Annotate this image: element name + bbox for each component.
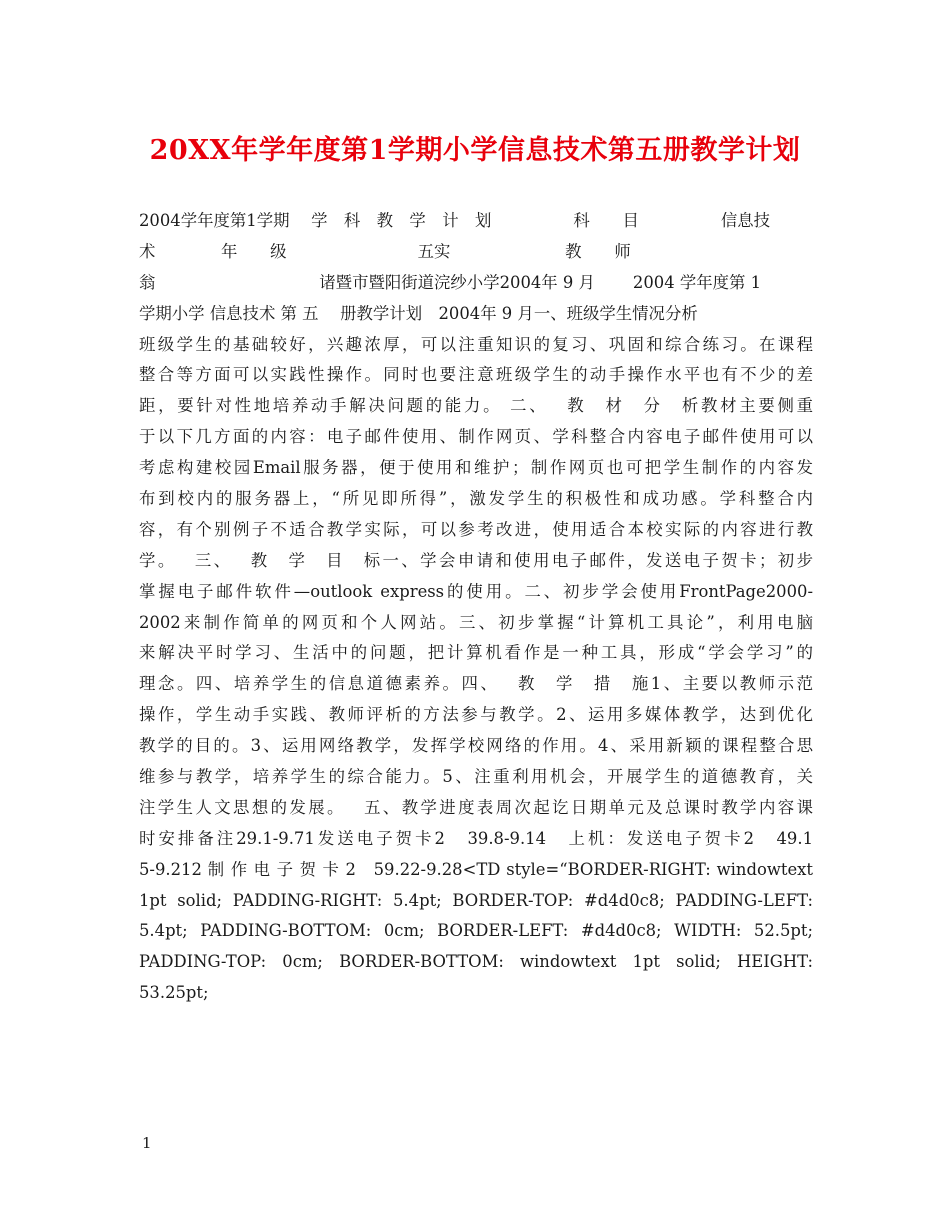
body-line: 班级学生的基础较好，兴趣浓厚，可以注重知识的复习、巩固和综合练习。在课程 xyxy=(139,334,813,354)
body-line: PADDING-TOP: 0cm; BORDER-BOTTOM: windowtext 1pt solid; HEIGHT: 53.25pt; xyxy=(139,952,813,1003)
body-line: 操作，学生动手实践、教师评析的方法参与教学。2、运用多媒体教学，达到优化 xyxy=(139,705,813,725)
body-line: 来解决平时学习、生活中的问题，把计算机看作是一种工具，形成“学会学习”的 xyxy=(139,643,813,663)
body-line: 注学生人文思想的发展。 五、教学进度表周次起讫日期单元及总课时教学内容课 xyxy=(139,797,813,817)
body-line: 掌握电子邮件软件—outlook express的使用。二、初步学会使用FrontPage2000- xyxy=(139,581,813,601)
body-line: 5-9.212 制 作 电 子 贺 卡 2 59.22-9.28<TD style=“BORDER-RIGHT: windowtext xyxy=(139,859,813,879)
body-line: 1pt solid; PADDING-RIGHT: 5.4pt; BORDER-TOP: #d4d0c8; PADDING-LEFT: xyxy=(139,890,813,910)
document-body xyxy=(139,206,813,1003)
body-line: 学。 三、 教 学 目 标一、学会申请和使用电子邮件，发送电子贺卡；初步 xyxy=(139,550,813,570)
body-line: 理念。四、培养学生的信息道德素养。四、 教 学 措 施1、主要以教师示范 xyxy=(139,674,813,694)
body-line: 翁 诸暨市暨阳街道浣纱小学2004年 9 月 2004 学年度第 1 xyxy=(139,272,762,292)
page-number: 1 xyxy=(142,1134,152,1152)
body-line: 2002来制作简单的网页和个人网站。三、初步掌握“计算机工具论”，利用电脑 xyxy=(139,612,813,632)
body-line: 整合等方面可以实践性操作。同时也要注意班级学生的动手操作水平也有不少的差 xyxy=(139,365,813,385)
page-title: 20XX年学年度第1学期小学信息技术第五册教学计划 xyxy=(149,135,801,166)
body-line: 于以下几方面的内容：电子邮件使用、制作网页、学科整合内容电子邮件使用可以 xyxy=(139,427,813,447)
body-line: 距，要针对性地培养动手解决问题的能力。 二、 教 材 分 析教材主要侧重 xyxy=(139,396,813,416)
body-line: 容，有个别例子不适合教学实际，可以参考改进，使用适合本校实际的内容进行教 xyxy=(139,519,813,539)
body-line: 教学的目的。3、运用网络教学，发挥学校网络的作用。4、采用新颖的课程整合思 xyxy=(139,736,813,756)
body-line: 时安排备注29.1-9.71发送电子贺卡2 39.8-9.14 上机：发送电子贺卡2 49.1 xyxy=(139,828,813,848)
body-line: 2004学年度第1学期 学 科 教 学 计 划 科 目 信息技 xyxy=(139,211,771,230)
body-line: 布到校内的服务器上，“所见即所得”，激发学生的积极性和成功感。学科整合内 xyxy=(139,489,813,509)
body-line: 学期小学 信息技术 第 五 册教学计划 2004年 9 月一、班级学生情况分析 xyxy=(139,303,698,323)
body-line: 5.4pt; PADDING-BOTTOM: 0cm; BORDER-LEFT: #d4d0c8; WIDTH: 52.5pt; xyxy=(139,921,813,941)
body-line: 维参与教学，培养学生的综合能力。5、注重利用机会，开展学生的道德教育，关 xyxy=(139,767,813,787)
body-line: 考虑构建校园Email服务器，便于使用和维护；制作网页也可把学生制作的内容发 xyxy=(139,458,813,478)
body-line: 术 年 级 五实 教 师 xyxy=(139,241,631,261)
